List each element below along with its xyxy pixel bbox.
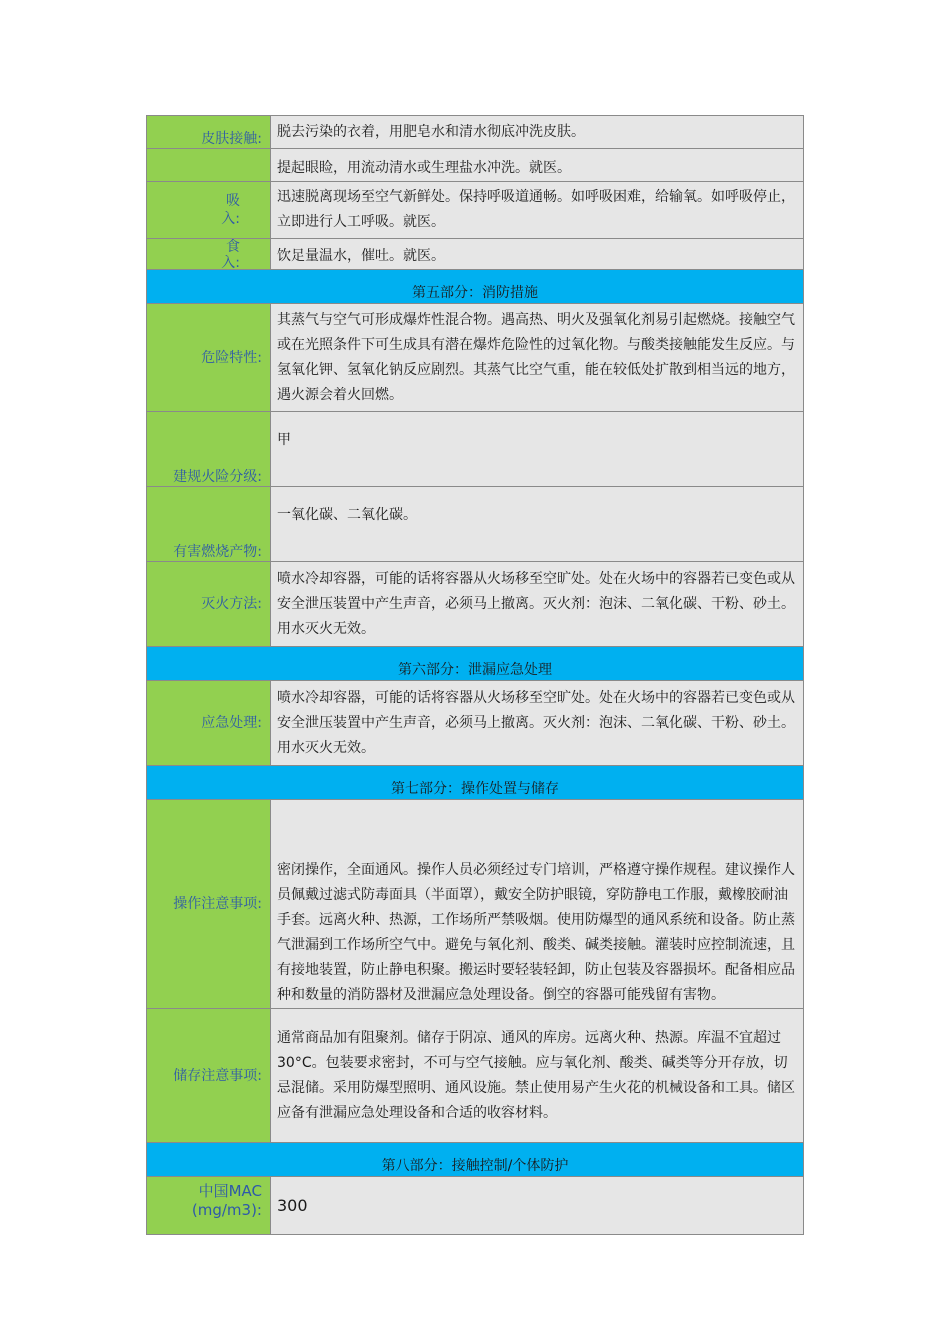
- combustion-label: 有害燃烧产物:: [147, 487, 271, 562]
- section6-title: 第六部分：泄漏应急处理: [147, 647, 804, 681]
- section6-header-row: [147, 647, 804, 681]
- row-operation: [147, 800, 804, 1009]
- ingestion-label-line2: 入:: [221, 255, 240, 269]
- row-ingestion: [147, 239, 804, 270]
- inhalation-text: 迅速脱离现场至空气新鲜处。保持呼吸道通畅。如呼吸困难，给输氧。如呼吸停止，立即进行人工呼吸。就医。: [271, 182, 804, 239]
- row-fire-class: [147, 412, 804, 487]
- ingestion-label: [147, 239, 271, 270]
- mac-value: 300: [271, 1177, 804, 1235]
- inhalation-label: [147, 182, 271, 239]
- storage-text: 通常商品加有阻聚剂。储存于阴凉、通风的库房。远离火种、热源。库温不宜超过 30°C。包装要求密封，不可与空气接触。应与氧化剂、酸类、碱类等分开存放，切忌混储。采用防爆型照明、通风设施。禁止使用易产生火花的机械设备和工具。储区应备有泄漏应急处理设备和合适的收容材料。: [271, 1009, 804, 1143]
- fire-class-text: 甲: [271, 412, 804, 487]
- extinguish-text: 喷水冷却容器，可能的话将容器从火场移至空旷处。处在火场中的容器若已变色或从安全泄压装置中产生声音，必须马上撤离。灭火剂：泡沫、二氧化碳、干粉、砂土。用水灭火无效。: [271, 562, 804, 647]
- hazard-text: 其蒸气与空气可形成爆炸性混合物。遇高热、明火及强氧化剂易引起燃烧。接触空气或在光照条件下可生成具有潜在爆炸危险性的过氧化物。与酸类接触能发生反应。与氢氧化钾、氢氧化钠反应剧烈。其蒸气比空气重，能在较低处扩散到相当远的地方，遇火源会着火回燃。: [271, 304, 804, 412]
- section7-title: 第七部分：操作处置与储存: [147, 766, 804, 800]
- section8-title: 第八部分：接触控制/个体防护: [147, 1143, 804, 1177]
- eye-contact-label: [147, 149, 271, 182]
- row-mac: [147, 1177, 804, 1235]
- row-combustion: [147, 487, 804, 562]
- eye-contact-text: 提起眼睑，用流动清水或生理盐水冲洗。就医。: [271, 149, 804, 182]
- hazard-label: 危险特性:: [147, 304, 271, 412]
- ingestion-text: 饮足量温水，催吐。就医。: [271, 239, 804, 270]
- ingestion-label-line1: 食: [226, 239, 240, 255]
- row-eye-contact: [147, 149, 804, 182]
- skin-contact-label: 皮肤接触:: [147, 116, 271, 149]
- row-extinguish: [147, 562, 804, 647]
- inhalation-label-line1: 吸: [226, 193, 240, 209]
- mac-label-text: 中国MAC (mg/m3):: [191, 1182, 262, 1219]
- row-hazard: [147, 304, 804, 412]
- row-skin-contact: [147, 116, 804, 149]
- emergency-label: 应急处理:: [147, 681, 271, 766]
- row-storage: [147, 1009, 804, 1143]
- section7-header-row: [147, 766, 804, 800]
- row-inhalation: [147, 182, 804, 239]
- operation-label: 操作注意事项:: [147, 800, 271, 1009]
- fire-class-label: 建规火险分级:: [147, 412, 271, 487]
- operation-text: 密闭操作，全面通风。操作人员必须经过专门培训，严格遵守操作规程。建议操作人员佩戴过滤式防毒面具（半面罩），戴安全防护眼镜，穿防静电工作服，戴橡胶耐油手套。远离火种、热源，工作场所严禁吸烟。使用防爆型的通风系统和设备。防止蒸气泄漏到工作场所空气中。避免与氧化剂、酸类、碱类接触。灌装时应控制流速，且有接地装置，防止静电积聚。搬运时要轻装轻卸，防止包装及容器损坏。配备相应品种和数量的消防器材及泄漏应急处理设备。倒空的容器可能残留有害物。: [271, 800, 804, 1009]
- emergency-text: 喷水冷却容器，可能的话将容器从火场移至空旷处。处在火场中的容器若已变色或从安全泄压装置中产生声音，必须马上撤离。灭火剂：泡沫、二氧化碳、干粉、砂土。用水灭火无效。: [271, 681, 804, 766]
- section5-title: 第五部分：消防措施: [147, 270, 804, 304]
- section5-header-row: [147, 270, 804, 304]
- section8-header-row: [147, 1143, 804, 1177]
- mac-label: [147, 1177, 271, 1235]
- inhalation-label-line2: 入:: [221, 211, 240, 227]
- storage-label: 储存注意事项:: [147, 1009, 271, 1143]
- row-emergency: [147, 681, 804, 766]
- skin-contact-text: 脱去污染的衣着，用肥皂水和清水彻底冲洗皮肤。: [271, 116, 804, 149]
- combustion-text: 一氧化碳、二氧化碳。: [271, 487, 804, 562]
- extinguish-label: 灭火方法:: [147, 562, 271, 647]
- msds-table: [146, 115, 804, 1235]
